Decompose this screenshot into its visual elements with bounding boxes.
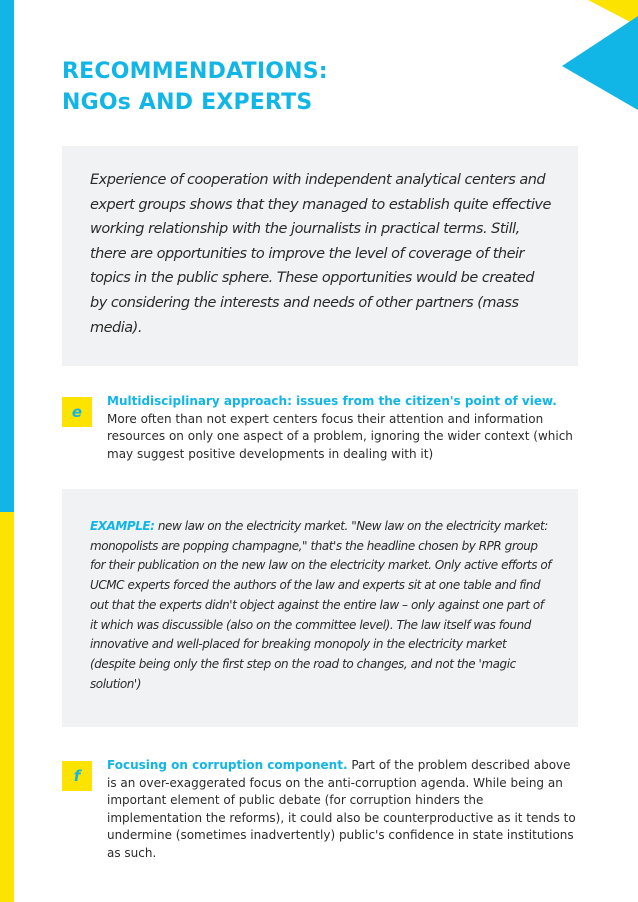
recommendation-e-badge: e (62, 397, 92, 427)
recommendation-f-heading: Focusing on corruption component. (107, 758, 348, 772)
page-title-line2: NGOs AND EXPERTS (62, 90, 313, 115)
page-title-line1: RECOMMENDATIONS: (62, 59, 328, 84)
recommendation-e-heading: Multidisciplinary approach: issues from the citizen's point of view. (107, 394, 557, 408)
recommendation-f-body: Part of the problem described above is an over-exaggerated focus on the anti-corruption agenda. While being an important element of public debate (for corruption hinders the implementation the reforms), it could also be counterproductive as it tends to undermine (sometimes inadvertently) public's confidence in state institutions as such. (107, 758, 576, 860)
corner-decoration (558, 0, 638, 130)
left-edge-yellow-bar (0, 512, 14, 902)
intro-callout (62, 146, 578, 366)
example-body: new law on the electricity market. "New law on the electricity market: monopolists are popping champagne," that's the headline chosen by RPR group for their publication on the new law on the electricity market. Only active efforts of UCMC experts forced the authors of the law and experts sit at one table and find out that the experts didn't object against the entire law – only against one part of it which was discussible (also on the committee level). The law itself was found innovative and well-placed for breaking monopoly in the electricity market (despite being only the first step on the road to changes, and not the 'magic solution') (90, 519, 552, 691)
intro-text: Experience of cooperation with independent analytical centers and expert groups shows that they managed to establish quite effective working relationship with the journalists in practical terms. Still, there are opportunities to improve the level of coverage of their topics in the public sphere. These opportunities would be created by considering the interests and needs of other partners (mass media). (90, 172, 551, 336)
example-text (90, 517, 552, 694)
recommendation-f-text (107, 757, 579, 863)
page-title (62, 56, 328, 118)
corner-blue-triangle (562, 16, 638, 110)
recommendation-e-body: More often than not expert centers focus their attention and information resources on only one aspect of a problem, ignoring the wider context (which may suggest positive developments in dealing with it) (107, 411, 573, 461)
example-label: EXAMPLE: (90, 519, 155, 533)
recommendation-e-text (107, 393, 579, 463)
recommendation-f-badge: f (62, 761, 92, 791)
example-callout (62, 489, 578, 727)
left-edge-blue-bar (0, 0, 14, 512)
